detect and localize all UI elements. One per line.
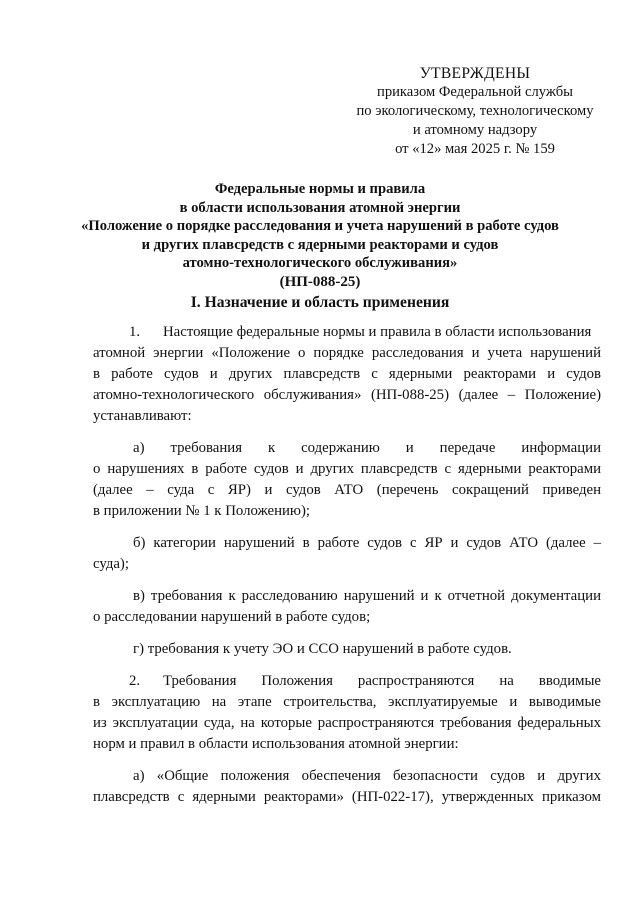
item-b-line: б) категории нарушений в работе судов с ЯР и судов АТО (далее – <box>133 535 601 551</box>
paragraph-number: 2. <box>129 673 141 689</box>
approval-stamp <box>330 64 620 159</box>
approval-line: от «12» мая 2025 г. № 159 <box>395 141 555 157</box>
paragraph-1-line: в работе судов и других плавсредств с ядерными реакторами и судов <box>93 366 601 382</box>
title-line: «Положение о порядке расследования и учета нарушений в работе судов <box>81 218 559 235</box>
paragraph-2-line: из эксплуатации суда, на которые распространяются требования федеральных <box>93 715 601 731</box>
paragraph-2-line <box>93 671 601 692</box>
title-line: атомно-технологического обслуживания» <box>182 255 458 272</box>
title-line: и других плавсредств с ядерными реакторами и судов <box>141 236 499 253</box>
title-line: в области использования атомной энергии <box>179 199 461 216</box>
paragraph-2-line: норм и правил в области использования атомной энергии: <box>93 736 459 752</box>
document-code: (НП-088-25) <box>279 273 361 290</box>
document-body <box>93 322 601 808</box>
item-a-line: о нарушениях в работе судов и других плавсредств с ядерными реакторами <box>93 461 601 477</box>
title-line: Федеральные нормы и правила <box>214 181 426 197</box>
paragraph-1-line: устанавливают: <box>93 408 192 424</box>
approval-heading: УТВЕРЖДЕНЫ <box>419 65 531 82</box>
paragraph-1-line: атомно-технологического обслуживания» (НП-088-25) (далее – Положение) <box>93 387 601 403</box>
paragraph-number: 1. <box>129 324 141 340</box>
paragraph-1-line <box>93 322 601 343</box>
paragraph-text: Требования Положения распространяются на вводимые <box>163 673 601 689</box>
paragraph-text: Настоящие федеральные нормы и правила в области использования <box>163 324 592 340</box>
section-heading: I. Назначение и область применения <box>190 294 450 311</box>
document-title <box>60 180 580 292</box>
approval-line: по экологическому, технологическому <box>356 103 594 119</box>
item-v-line: о расследовании нарушений в работе судов; <box>93 609 371 625</box>
item-a-line: в приложении № 1 к Положению); <box>93 503 311 519</box>
paragraph-1-line: атомной энергии «Положение о порядке расследования и учета нарушений <box>93 345 601 361</box>
item-b-line: суда); <box>93 556 129 572</box>
item-a-line: (далее – суда с ЯР) и судов АТО (перечень сокращений приведен <box>93 482 601 498</box>
item-a-line: а) требования к содержанию и передаче информации <box>133 440 601 456</box>
approval-line: и атомному надзору <box>412 122 538 138</box>
approval-line: приказом Федеральной службы <box>377 84 573 100</box>
item-g-line: г) требования к учету ЭО и ССО нарушений в работе судов. <box>133 641 512 657</box>
p2-item-a-line: а) «Общие положения обеспечения безопасности судов и других <box>133 768 601 784</box>
item-v-line: в) требования к расследованию нарушений и к отчетной документации <box>133 588 601 604</box>
p2-item-a-line: плавсредств с ядерными реакторами» (НП-022-17), утвержденных приказом <box>93 789 601 805</box>
paragraph-2-line: в эксплуатацию на этапе строительства, эксплуатируемые и выводимые <box>93 694 601 710</box>
